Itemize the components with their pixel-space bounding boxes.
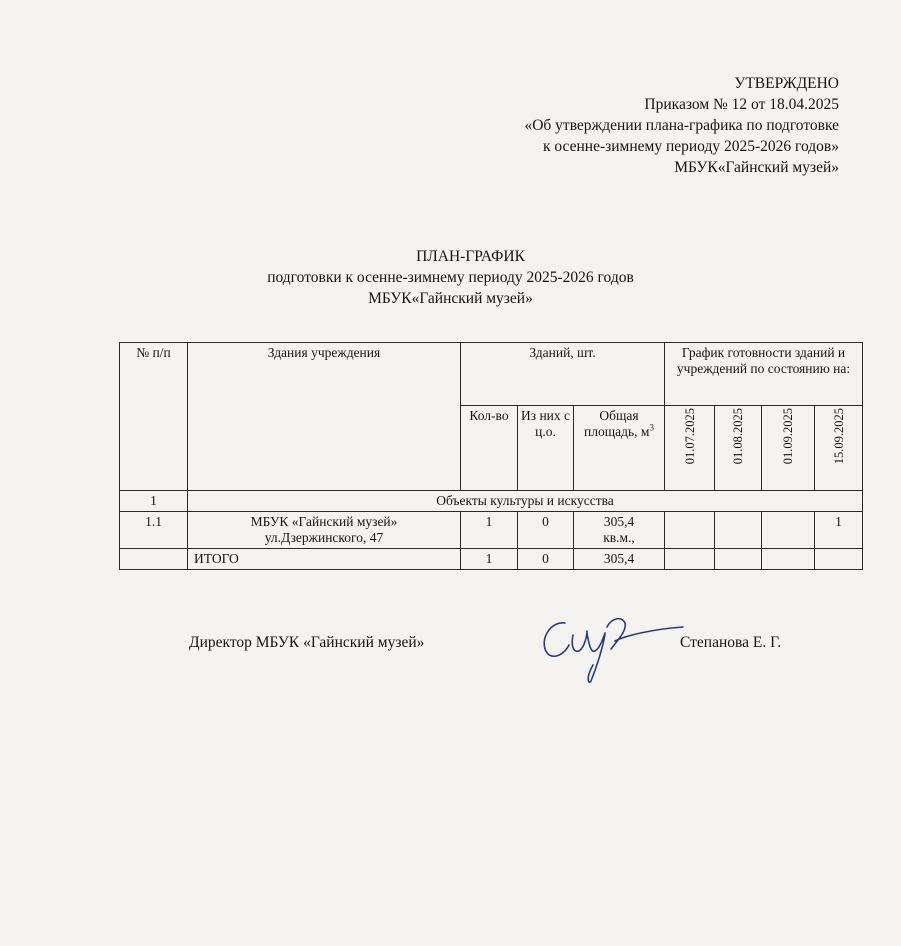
section-row (120, 491, 863, 512)
header-area (574, 406, 665, 491)
title-line-1: ПЛАН-ГРАФИК (416, 248, 525, 265)
row-area-value: 305,4 (603, 514, 635, 529)
date-label-4: 15.09.2025 (831, 408, 846, 465)
section-name: Объекты культуры и искусства (188, 491, 863, 512)
approval-order-title-1: «Об утверждении плана-графика по подготовке (524, 117, 839, 134)
header-area-sup: 3 (649, 422, 654, 433)
date-label-1: 01.07.2025 (682, 408, 697, 465)
row-name-line-2: ул.Дзержинского, 47 (264, 530, 384, 545)
total-date-4 (815, 549, 863, 570)
total-date-3 (762, 549, 815, 570)
document-title (0, 246, 901, 309)
header-buildings: Здания учреждения (188, 343, 461, 491)
date-label-3: 01.09.2025 (781, 408, 796, 465)
header-date-2 (715, 406, 762, 491)
table-row (120, 512, 863, 549)
row-qty: 1 (461, 512, 518, 549)
section-num: 1 (120, 491, 188, 512)
approval-order: Приказом № 12 от 18.04.2025 (644, 96, 839, 113)
row-name (188, 512, 461, 549)
row-num: 1.1 (120, 512, 188, 549)
header-num: № п/п (120, 343, 188, 491)
header-qty: Кол-во (461, 406, 518, 491)
total-of-them: 0 (518, 549, 574, 570)
row-date-2 (715, 512, 762, 549)
approval-org: МБУК«Гайнский музей» (674, 159, 839, 176)
row-area (574, 512, 665, 549)
signer-name: Степанова Е. Г. (680, 634, 782, 651)
signature-position: Директор МБУК «Гайнский музей» (189, 634, 425, 651)
total-area: 305,4 (574, 549, 665, 570)
header-date-4 (815, 406, 863, 491)
header-area-text: Общая площадь, м (584, 408, 650, 439)
title-line-2: подготовки к осенне-зимнему периоду 2025-2026 годов (267, 269, 634, 286)
total-num (120, 549, 188, 570)
row-date-3 (762, 512, 815, 549)
total-label: ИТОГО (188, 549, 461, 570)
header-count-group: Зданий, шт. (461, 343, 665, 406)
row-of-them: 0 (518, 512, 574, 549)
header-of-them: Из них с ц.о. (518, 406, 574, 491)
total-date-2 (715, 549, 762, 570)
header-schedule-group: График готовности зданий и учреждений по состоянию на: (665, 343, 863, 406)
approval-block (379, 73, 839, 178)
approval-order-title-2: к осенне-зимнему периоду 2025-2026 годов» (542, 138, 839, 155)
total-row (120, 549, 863, 570)
row-date-4: 1 (815, 512, 863, 549)
handwritten-signature (535, 605, 685, 685)
title-line-3: МБУК«Гайнский музей» (368, 290, 533, 307)
total-qty: 1 (461, 549, 518, 570)
header-date-3 (762, 406, 815, 491)
row-name-line-1: МБУК «Гайнский музей» (250, 514, 398, 529)
row-area-unit: кв.м., (603, 530, 635, 545)
approval-heading: УТВЕРЖДЕНО (734, 75, 839, 92)
row-date-1 (665, 512, 715, 549)
date-label-2: 01.08.2025 (731, 408, 746, 465)
header-date-1 (665, 406, 715, 491)
plan-table (119, 342, 863, 570)
total-date-1 (665, 549, 715, 570)
